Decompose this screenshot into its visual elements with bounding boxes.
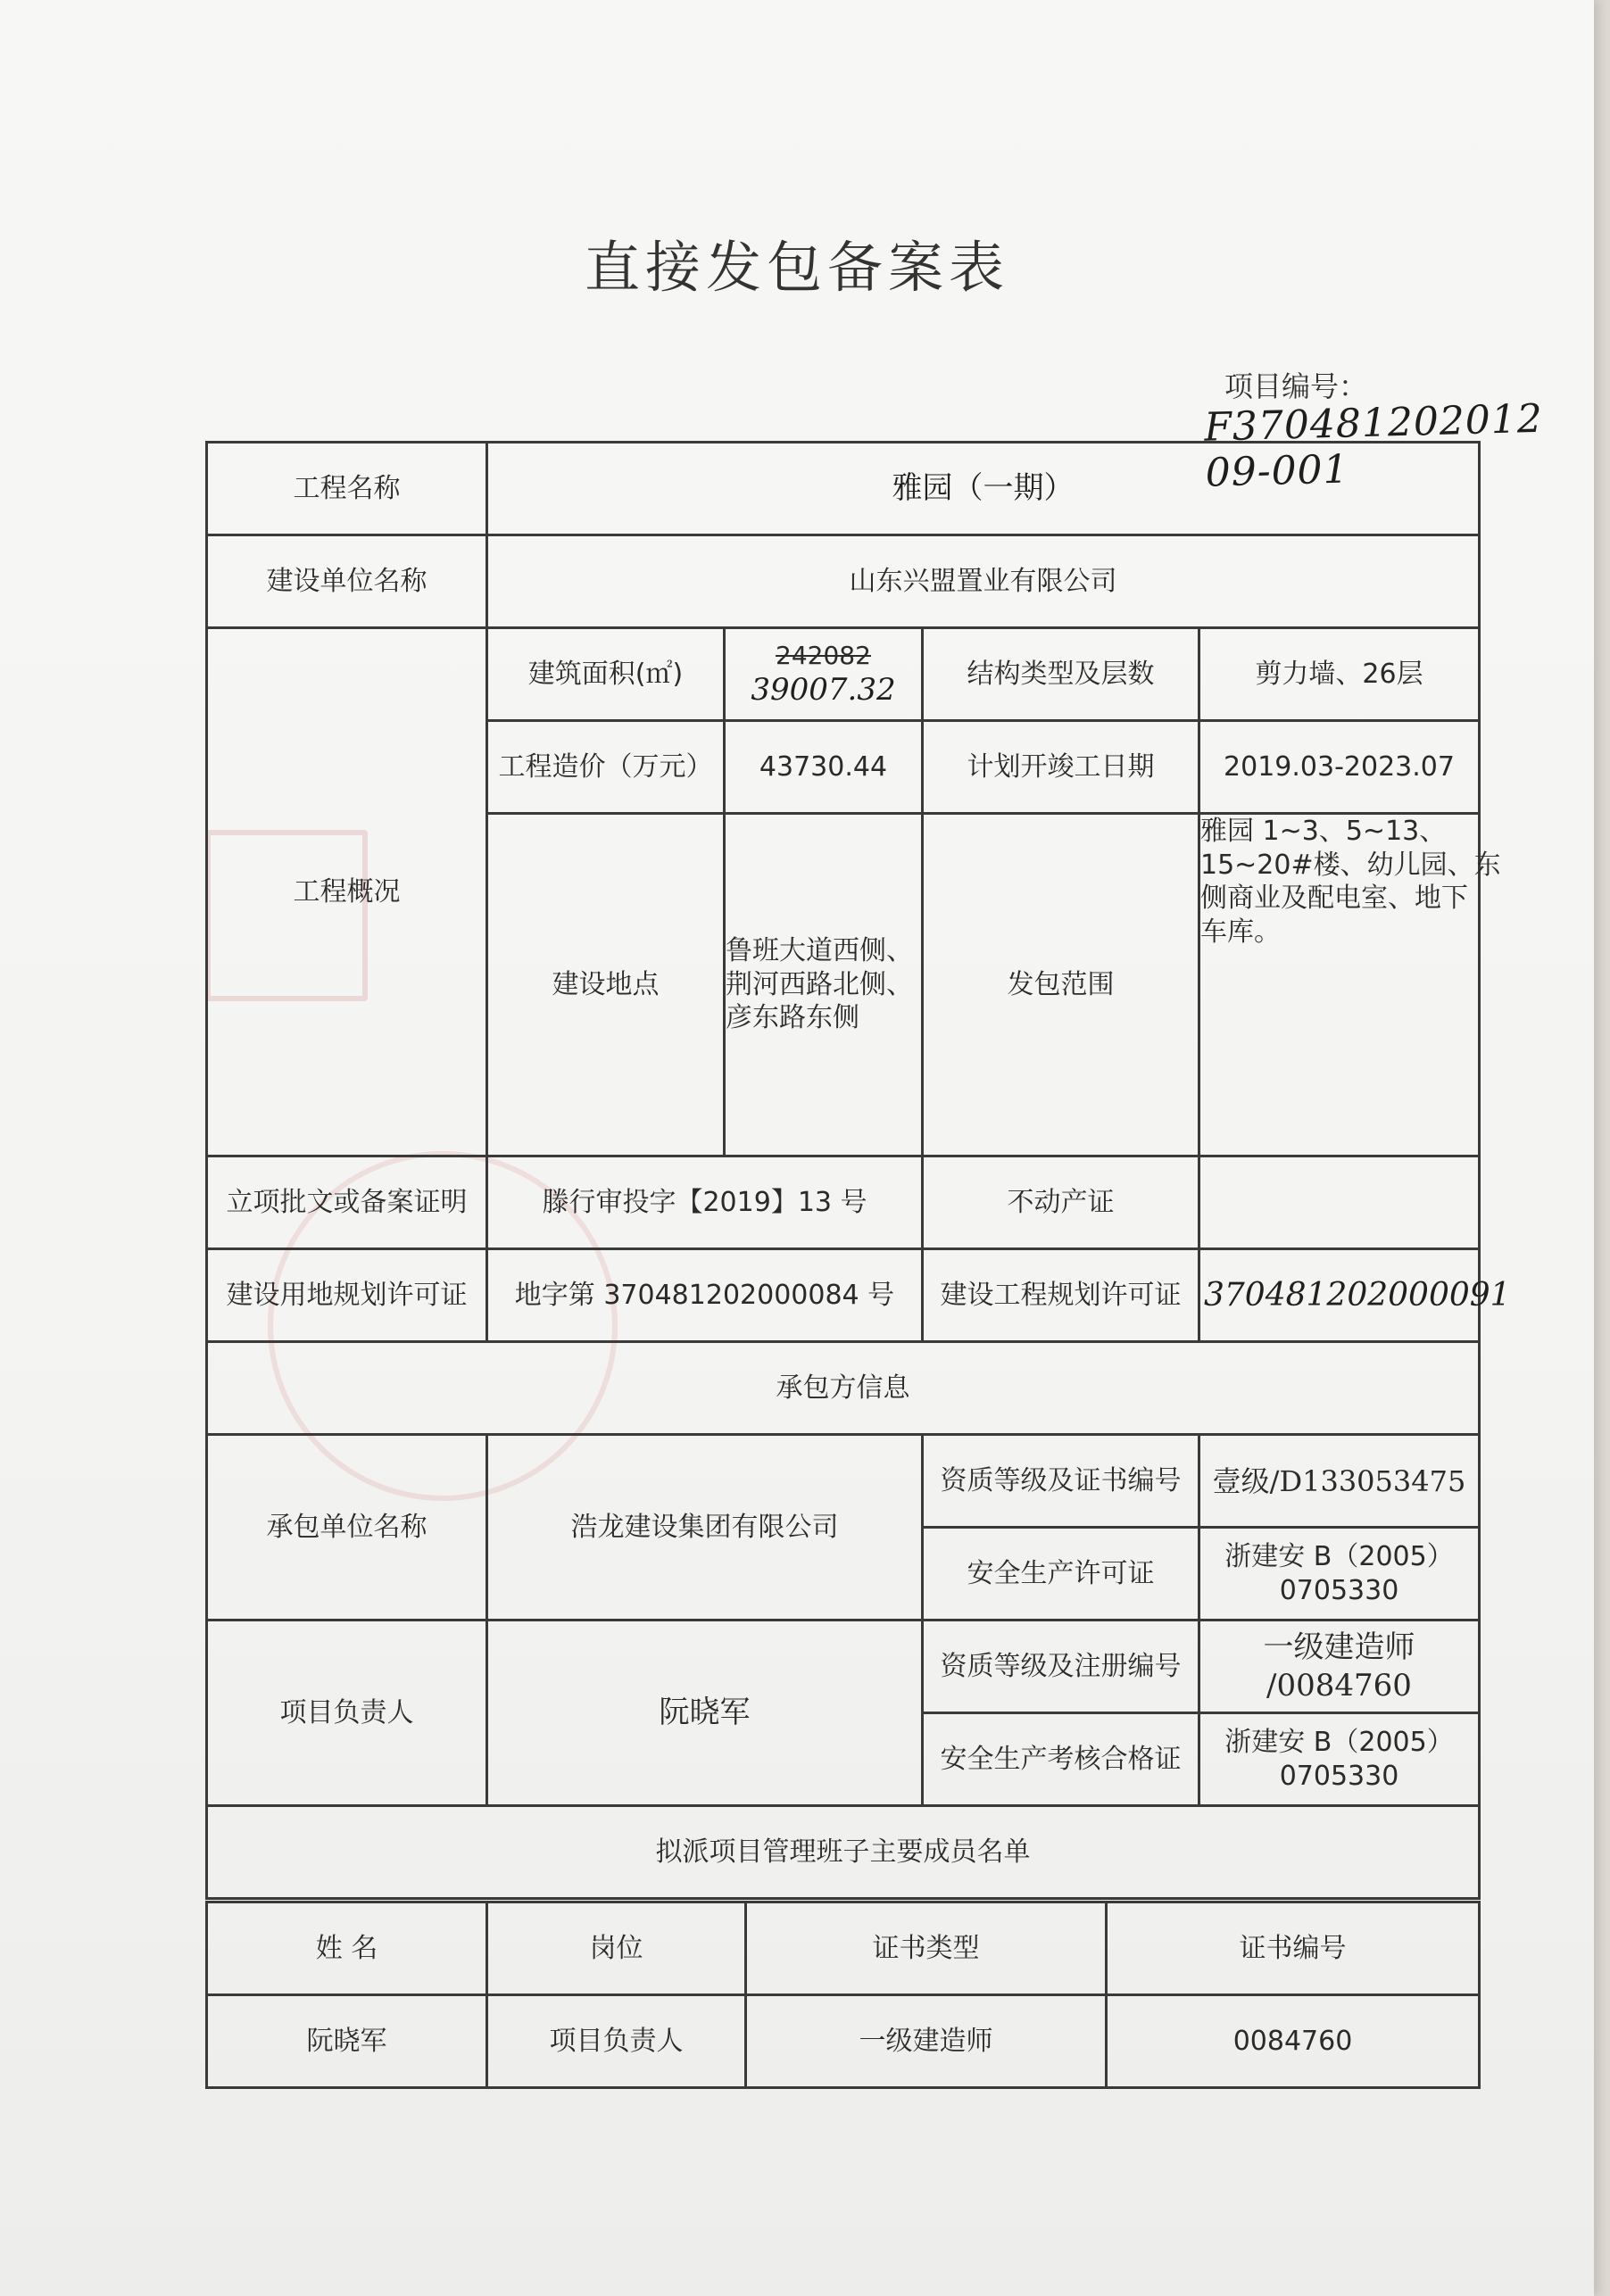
team-cell-position: 项目负责人 [487, 1995, 746, 2088]
scope-line: 雅园 1~3、5~13、 [1200, 816, 1447, 847]
site-line: 荆河西路北侧、 [726, 968, 913, 1000]
area-value [725, 628, 923, 721]
builder-value: 山东兴盟置业有限公司 [487, 535, 1480, 628]
team-col-name: 姓 名 [207, 1902, 487, 1995]
row-approval [207, 1156, 1480, 1249]
team-header-row [207, 1902, 1480, 1995]
cert-line: 0705330 [1279, 1760, 1399, 1792]
site-value [725, 814, 923, 1156]
area-handwritten-value: 39007.32 [751, 671, 896, 708]
row-builder [207, 535, 1480, 628]
cost-value: 43730.44 [725, 721, 923, 814]
scope-line: 15~20#楼、幼儿园、东 [1200, 849, 1501, 881]
cert-line: 浙建安 B（2005） [1224, 1727, 1454, 1758]
qual-label: 资质等级及证书编号 [923, 1435, 1199, 1528]
row-contractor-qual [207, 1435, 1480, 1528]
approval-value: 滕行审投字【2019】13 号 [487, 1156, 923, 1249]
estate-label: 不动产证 [923, 1156, 1199, 1249]
approval-label: 立项批文或备案证明 [207, 1156, 487, 1249]
safety-value [1199, 1528, 1480, 1620]
cost-label: 工程造价（万元） [487, 721, 725, 814]
land-value: 地字第 370481202000084 号 [487, 1249, 923, 1342]
structure-value: 剪力墙、26层 [1199, 628, 1480, 721]
row-contractor-header [207, 1342, 1480, 1435]
qual-value: 壹级/D133053475 [1199, 1435, 1480, 1528]
site-line: 彦东路东侧 [726, 1002, 859, 1034]
team-section-header: 拟派项目管理班子主要成员名单 [207, 1806, 1480, 1899]
area-label: 建筑面积(㎡) [487, 628, 725, 721]
contractor-section-header: 承包方信息 [207, 1342, 1480, 1435]
scope-value [1199, 814, 1501, 1156]
safety-line: 浙建安 B（2005） [1224, 1541, 1454, 1572]
row-area [207, 628, 1480, 721]
contractor-value: 浩龙建设集团有限公司 [487, 1435, 923, 1620]
row-manager-reg [207, 1620, 1480, 1713]
team-row [207, 1995, 1480, 2088]
scope-label: 发包范围 [923, 814, 1199, 1156]
land-label: 建设用地规划许可证 [207, 1249, 487, 1342]
site-line: 鲁班大道西侧、 [726, 935, 913, 967]
cert-value [1199, 1713, 1480, 1806]
safety-label: 安全生产许可证 [923, 1528, 1199, 1620]
period-value: 2019.03-2023.07 [1199, 721, 1480, 814]
project-name-label: 工程名称 [207, 443, 487, 535]
team-cell-cert-type: 一级建造师 [746, 1995, 1107, 2088]
reg-line: /0084760 [1266, 1667, 1412, 1703]
project-number-label: 项目编号： [1224, 369, 1368, 403]
contractor-label: 承包单位名称 [207, 1435, 487, 1620]
team-cell-cert-no: 0084760 [1107, 1995, 1480, 2088]
document-title: 直接发包备案表 [584, 235, 1009, 300]
project-name-value: 雅园（一期） [487, 443, 1480, 535]
area-struck-value: 242082 [776, 640, 871, 670]
site-label: 建设地点 [487, 814, 725, 1156]
row-project-name [207, 443, 1480, 535]
period-label: 计划开竣工日期 [923, 721, 1199, 814]
team-col-position: 岗位 [487, 1902, 746, 1995]
plan-label: 建设工程规划许可证 [923, 1249, 1199, 1342]
filing-form-table [205, 441, 1511, 1900]
team-cell-name: 阮晓军 [207, 1995, 487, 2088]
scope-line: 侧商业及配电室、地下 [1200, 883, 1468, 914]
row-team-header [207, 1806, 1480, 1899]
safety-line: 0705330 [1279, 1574, 1399, 1606]
estate-value [1199, 1156, 1480, 1249]
plan-value-handwritten: 370481202000091 [1199, 1249, 1480, 1342]
manager-value: 阮晓军 [487, 1620, 923, 1806]
project-number-handwritten: F370481202012 09-001 [1203, 395, 1544, 496]
structure-label: 结构类型及层数 [923, 628, 1199, 721]
team-table [205, 1901, 1481, 2089]
team-col-cert-type: 证书类型 [746, 1902, 1107, 1995]
reg-value [1199, 1620, 1480, 1713]
reg-line: 一级建造师 [1263, 1629, 1415, 1665]
reg-label: 资质等级及注册编号 [923, 1620, 1199, 1713]
row-land [207, 1249, 1480, 1342]
scope-line: 车库。 [1200, 916, 1281, 948]
overview-label: 工程概况 [207, 628, 487, 1156]
builder-label: 建设单位名称 [207, 535, 487, 628]
manager-label: 项目负责人 [207, 1620, 487, 1806]
cert-label: 安全生产考核合格证 [923, 1713, 1199, 1806]
team-col-cert-no: 证书编号 [1107, 1902, 1480, 1995]
